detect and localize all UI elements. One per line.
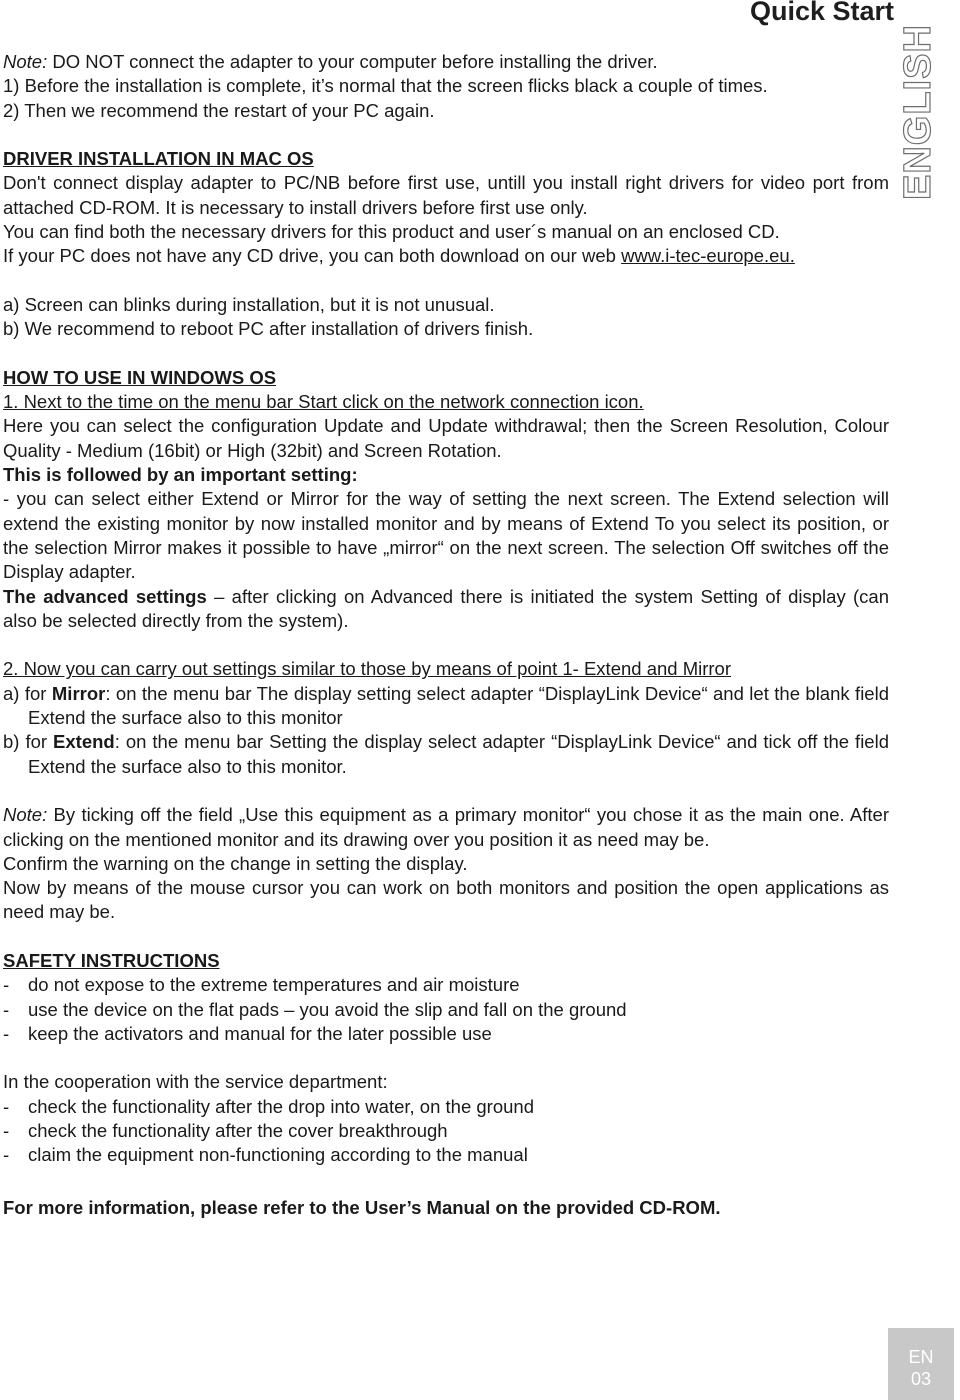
lang-code: EN: [908, 1347, 934, 1367]
windows-mirror: a) for Mirror: on the menu bar The display setting select adapter “DisplayLink Device“ and let the blank field Extend the surface also to this monitor: [3, 682, 889, 729]
note-mouse: Now by means of the mouse cursor you can work on both monitors and position the open applications as need may be.: [3, 877, 889, 923]
windows-important: This is followed by an important setting:: [3, 464, 358, 486]
list-item: - use the device on the flat pads – you avoid the slip and fall on the ground: [3, 998, 627, 1020]
windows-advanced: The advanced settings – after clicking on Advanced there is initiated the system Setting of display (can also be selected directly from the system).: [3, 585, 889, 631]
list-item: - claim the equipment non-functioning according to the manual: [3, 1144, 528, 1166]
windows-step-1: 1. Next to the time on the menu bar Start click on the network connection icon.: [3, 391, 644, 413]
windows-extend: b) for Extend: on the menu bar Setting the display select adapter “DisplayLink Device“ and tick off the field Extend the surface also to this monitor.: [3, 731, 889, 777]
note-item-2: 2) Then we recommend the restart of your PC again.: [3, 99, 435, 121]
page-number-badge: [888, 1328, 954, 1400]
mac-find: You can find both the necessary drivers for this product and user´s manual on an enclosed CD.: [3, 221, 780, 243]
web-link[interactable]: www.i-tec-europe.eu.: [621, 245, 795, 267]
note-intro: Note: DO NOT connect the adapter to your computer before installing the driver.: [3, 51, 658, 72]
mac-paragraph: Don't connect display adapter to PC/NB before first use, untill you install right drivers for video port from attached CD-ROM. It is necessary to install drivers before first use only.: [3, 172, 889, 218]
note-confirm: Confirm the warning on the change in setting the display.: [3, 852, 468, 874]
note-primary-monitor: Note: By ticking off the field „Use this equipment as a primary monitor“ you chose it as the main one. After clicking on the mentioned monitor and its drawing over you position it as need may be.: [3, 804, 889, 850]
list-item: - check the functionality after the drop into water, on the ground: [3, 1095, 534, 1117]
list-item: - do not expose to the extreme temperatures and air moisture: [3, 974, 520, 996]
windows-heading: HOW TO USE IN WINDOWS OS: [3, 366, 277, 388]
page-title: Quick Start: [749, 0, 894, 26]
mac-heading: DRIVER INSTALLATION IN MAC OS: [3, 148, 314, 170]
windows-paragraph-2: - you can select either Extend or Mirror for the way of setting the next screen. The Extend selection will extend the existing monitor by now installed monitor and by means of Extend To you select its position, or the selection Mirror makes it possible to have „mirror“ on the next screen. The selection Off switches off the Display adapter.: [3, 488, 889, 583]
note-item-1: 1) Before the installation is complete, it’s normal that the screen flicks black a couple of times.: [3, 75, 768, 97]
safety-heading: SAFETY INSTRUCTIONS: [3, 949, 220, 971]
more-info: For more information, please refer to the User’s Manual on the provided CD-ROM.: [3, 1196, 721, 1218]
document-body: [3, 50, 889, 1220]
note-label: Note:: [3, 51, 48, 72]
windows-step-2: 2. Now you can carry out settings similar to those by means of point 1- Extend and Mirror: [3, 658, 731, 680]
windows-paragraph-1: Here you can select the configuration Update and Update withdrawal; then the Screen Resolution, Colour Quality - Medium (16bit) or High (32bit) and Screen Rotation.: [3, 415, 889, 461]
service-intro: In the cooperation with the service department:: [3, 1071, 388, 1093]
list-item: - check the functionality after the cover breakthrough: [3, 1120, 448, 1142]
page-number: 03: [910, 1369, 932, 1389]
mac-web: If your PC does not have any CD drive, you can both download on our web www.i-tec-europe.eu.: [3, 245, 795, 267]
mac-note-a: a) Screen can blinks during installation, but it is not unusual.: [3, 293, 495, 315]
mac-note-b: b) We recommend to reboot PC after installation of drivers finish.: [3, 318, 534, 340]
list-item: - keep the activators and manual for the later possible use: [3, 1022, 492, 1044]
